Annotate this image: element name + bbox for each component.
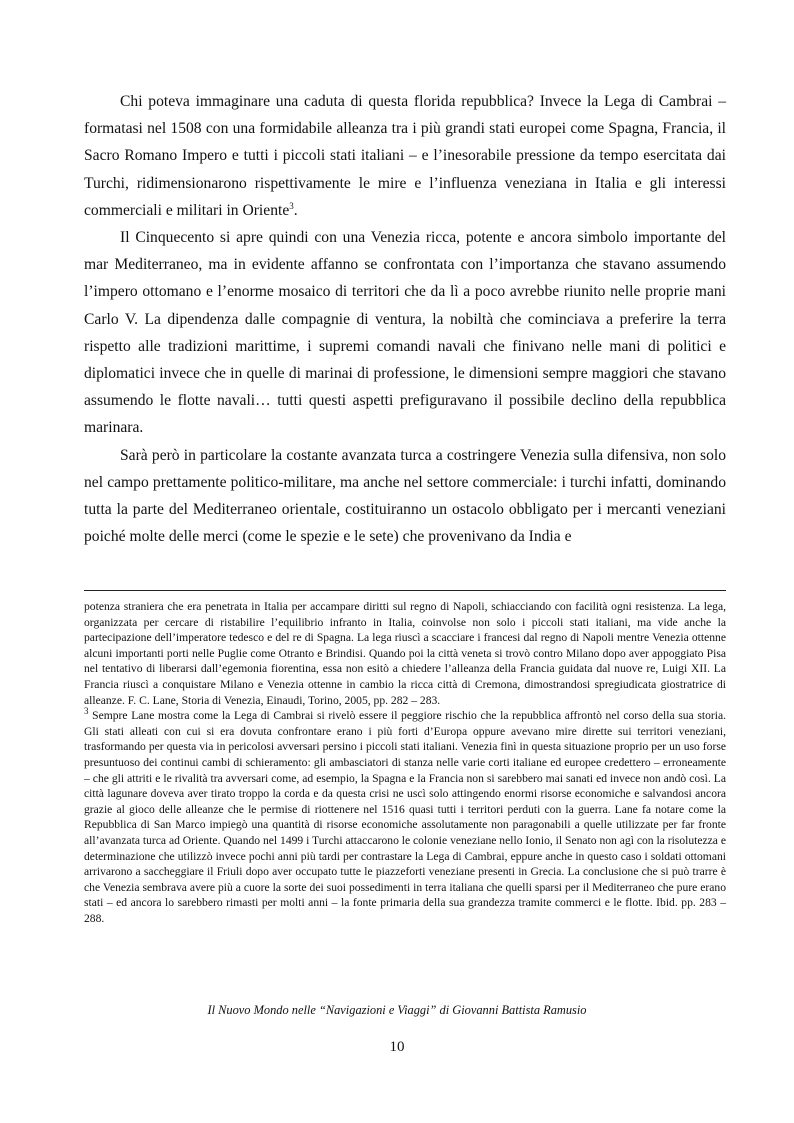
body-paragraph-2 — [84, 224, 726, 442]
footnote-text: Sempre Lane mostra come la Lega di Cambrai si rivelò essere il peggiore rischio che la repubblica affrontò nel corso della sua storia. Gli stati alleati con cui si era dovuta confrontare erano i più forti d’Europa oppure avevano mire dirette sui territori veneziani, trasformando per questa via in pericolosi avversari persino i piccoli stati italiani. Venezia finì in questa situazione proprio per un uso forse presuntuoso dei continui cambi di schieramento: gli ambasciatori di stanza nelle varie corti italiane ed europee credettero – erroneamente – che gli attriti e le rivalità tra avversari come, ad esempio, la Spagna e la Francia non si sarebbero mai sanati ed invece non andò così. La città lagunare doveva aver tirato troppo la corda e da questa crisi ne uscì solo attingendo enormi risorse economiche e salvandosi ancora grazie al gioco delle alleanze che le permise di riottenere nel 1516 quasi tutti i territori perduti con la guerra. Lane fa notare come la Repubblica di San Marco impiegò una quantità di risorse economiche assolutamente non paragonabili a quelle utilizzate per far fronte all’avanzata turca ad Oriente. Quando nel 1499 i Turchi attaccarono le colonie veneziane nello Ionio, il Senato non agì con la risolutezza e determinazione che utilizzò invece pochi anni più tardi per contrastare la Lega di Cambrai, eppure anche in questo caso i soldati ottomani arrivarono a saccheggiare il Friuli dopo aver occupato tutte le piazzeforti veneziane presenti in Grecia. La conclusione che si può trarre è che Venezia sembrava avere più a cuore la sorte dei suoi possedimenti in terra italiana che quelli sparsi per il Mediterraneo che pure erano stati – ed ancora lo sarebbero rimasti per molti anni – la fonte primaria della sua grandezza tramite commerci e le flotte. Ibid. pp. 283 – 288. — [84, 709, 726, 925]
footnote-reference[interactable]: 3 — [289, 200, 294, 211]
paragraph-end: . — [293, 201, 298, 219]
footnote-separator — [84, 590, 726, 591]
paragraph-text: Il Cinquecento si apre quindi con una Venezia ricca, potente e ancora simbolo importante del mar Mediterraneo, ma in evidente affanno se confrontata con l’importanza che stavano assumendo l’impero ottomano e l’enorme mosaico di territori che da lì a poco avrebbe riunito nelle proprie mani Carlo V. La dipendenza dalle compagnie di ventura, la nobiltà che cominciava a preferire la terra rispetto alle tradizioni marittime, i supremi comandi navali che finivano nelle mani di politici e diplomatici invece che in quelle di marinai di professione, le dimensioni sempre maggiori che stavano assumendo le flotte navali… tutti questi aspetti prefiguravano il possibile declino della repubblica marinara. — [84, 229, 726, 437]
paragraph-text: Sarà però in particolare la costante avanzata turca a costringere Venezia sulla difensiva, non solo nel campo prettamente politico-militare, ma anche nel settore commerciale: i turchi infatti, dominando tutta la parte del Mediterraneo orientale, costituiranno un ostacolo obbligato per i mercanti veneziani poiché molte delle merci (come le spezie e le sete) che provenivano da India e — [84, 446, 726, 546]
footnote-number: 3 — [84, 706, 89, 717]
body-paragraph-3 — [84, 442, 726, 551]
footnotes — [84, 599, 726, 926]
body-paragraph-1 — [84, 88, 726, 224]
footnote-3 — [84, 708, 726, 926]
paragraph-text: Chi poteva immaginare una caduta di questa florida repubblica? Invece la Lega di Cambrai – formatasi nel 1508 con una formidabile alleanza tra i più grandi stati europei come Spagna, Francia, il Sacro Romano Impero e tutti i piccoli stati italiani – e l’inesorabile pressione da tempo esercitata dai Turchi, ridimensionarono rispettivamente le mire e l’influenza veneziana in Italia e gli interessi commerciali e militari in Oriente — [84, 93, 726, 219]
page-number: 10 — [389, 1039, 405, 1055]
running-footer: Il Nuovo Mondo nelle “Navigazioni e Viaggi” di Giovanni Battista Ramusio — [207, 1003, 587, 1017]
main-text — [84, 88, 726, 550]
footnote-continuation: potenza straniera che era penetrata in Italia per accampare diritti sul regno di Napoli, schiacciando con facilità ogni resistenza. La lega, organizzata per cercare di ristabilire l’equilibrio infranto in Italia, coinvolse non solo i piccoli stati italiani, ma vide anche la partecipazione dell’imperatore tedesco e del re di Spagna. La lega riuscì a scacciare i francesi dal regno di Napoli mentre Venezia ottenne alcuni importanti porti nelle Puglie come Otranto e Brindisi. Quando poi la città veneta si trovò contro Milano dopo aver appoggiato Pisa nel tentativo di liberarsi dall’egemonia fiorentina, essa non esitò a chiedere l’alleanza della Francia guidata dal nuove re, Luigi XII. La Francia riuscì a conquistare Milano e Venezia ottenne in cambio la ricca città di Cremona, dimostrandosi spregiudicata giostratrice di alleanze. F. C. Lane, Storia di Venezia, Einaudi, Torino, 2005, pp. 282 – 283. — [84, 600, 726, 707]
